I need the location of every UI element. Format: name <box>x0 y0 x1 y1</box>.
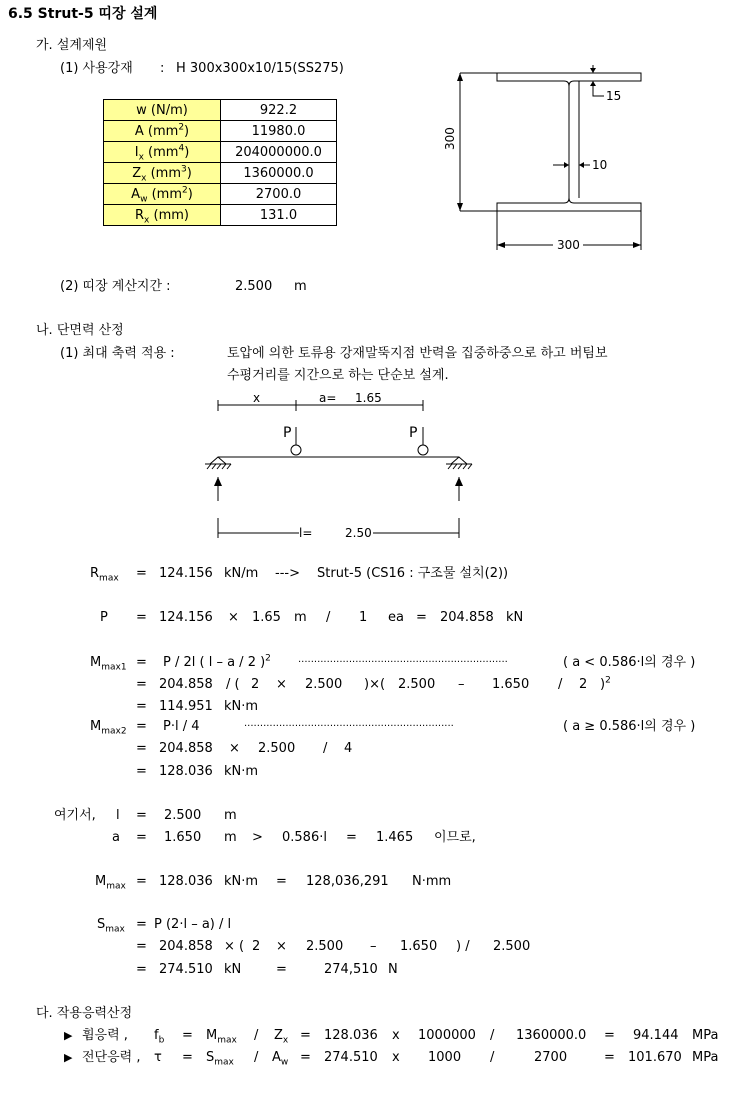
shear-s: 274.510 <box>324 1050 378 1065</box>
bend-m: 128.036 <box>324 1028 378 1043</box>
p-count: 1 <box>359 610 368 625</box>
prop-name: $A_w$ $(mm^2)$ <box>104 184 221 205</box>
eq: = <box>136 610 147 625</box>
eq: = <box>136 830 147 845</box>
times: × <box>229 741 240 756</box>
gt: > <box>252 830 263 845</box>
eq: = <box>136 874 147 889</box>
rmax-value: 124.156 <box>159 566 213 581</box>
m2-unit: kN·m <box>224 764 259 779</box>
prop-name: $Z_x$ $(mm^3)$ <box>104 163 221 184</box>
rmax-ref: Strut-5 (CS16 : 구조물 설치(2)) <box>317 566 509 581</box>
eq: = <box>136 764 147 779</box>
bend-z: 1360000.0 <box>516 1028 587 1043</box>
rmax-unit: kN/m <box>224 566 259 581</box>
p-symbol: P <box>100 610 108 625</box>
eq: = <box>136 741 147 756</box>
div: / <box>490 1028 495 1043</box>
bend-unit: MPa <box>692 1028 719 1043</box>
axial-desc-1: 토압에 의한 토류용 강재말뚝지점 반력을 집중하중으로 하고 버팀보 <box>227 346 608 361</box>
a-value: 1.650 <box>164 830 202 845</box>
eq: = <box>136 655 147 670</box>
s-symbol: $S_{max}$ <box>206 1050 234 1068</box>
mmax-value-nmm: 128,036,291 <box>306 874 389 889</box>
l-symbol: l <box>116 808 120 823</box>
x: x <box>392 1028 400 1043</box>
m1-mid: )×( <box>364 677 386 692</box>
bullet-icon: ▶ <box>64 1051 73 1064</box>
prop-value: 131.0 <box>221 205 337 226</box>
div: / <box>254 1028 259 1043</box>
section-properties-table <box>103 99 337 226</box>
s-unit-n: N <box>388 962 398 977</box>
mmax2-formula: P·l / 4 <box>163 719 200 734</box>
dim-flange: 15 <box>606 89 622 103</box>
s-open: × ( <box>224 939 245 954</box>
eq: = <box>136 699 147 714</box>
load-p2: P <box>409 425 418 441</box>
eq: = <box>136 566 147 581</box>
a-symbol: a <box>112 830 120 845</box>
p-ea: ea <box>388 610 404 625</box>
arrow: ---> <box>275 566 300 581</box>
eq: = <box>182 1028 193 1043</box>
eq: = <box>136 917 147 932</box>
mmax-unit-nmm: N·mm <box>412 874 452 889</box>
s-unit: kN <box>224 962 242 977</box>
page-title: 6.5 Strut-5 띠장 설계 <box>8 6 158 22</box>
table-row <box>104 184 337 205</box>
load-p1: P <box>283 425 292 441</box>
x: x <box>392 1050 400 1065</box>
ratio: 0.586·l <box>282 830 327 845</box>
div: / <box>490 1050 495 1065</box>
table-row <box>104 142 337 163</box>
section-heading-da: 다. 작용응력산정 <box>36 1006 133 1021</box>
prop-name: $I_x$ $(mm^4)$ <box>104 142 221 163</box>
section-heading-na: 나. 단면력 산정 <box>36 323 124 338</box>
m2-l: 2.500 <box>258 741 296 756</box>
mmax1-formula: P / 2l ( l – a / 2 )$^2$ <box>163 653 271 670</box>
m1-close: )$^2$ <box>600 675 611 692</box>
a-unit: m <box>224 830 237 845</box>
dim-web: 10 <box>592 158 608 172</box>
shear-unit: MPa <box>692 1050 719 1065</box>
bend-conv: 1000000 <box>418 1028 476 1043</box>
mmax1-symbol: $M_{max1}$ <box>90 655 127 673</box>
beam-a-value: 1.65 <box>355 391 382 405</box>
s-l: 2.500 <box>306 939 344 954</box>
span-value: 2.500 <box>235 279 273 294</box>
fb-symbol: $f_b$ <box>154 1028 165 1046</box>
shear-aw: 2700 <box>534 1050 568 1065</box>
div: / <box>254 1050 259 1065</box>
div: / <box>323 741 328 756</box>
prop-value: 204000000.0 <box>221 142 337 163</box>
eq: = <box>276 874 287 889</box>
mmax2-symbol: $M_{max2}$ <box>90 719 127 737</box>
m1-open: / ( <box>226 677 240 692</box>
eq: = <box>182 1050 193 1065</box>
eq: = <box>604 1028 615 1043</box>
steel-label: (1) 사용강재 <box>60 61 133 76</box>
steel-colon: : <box>160 61 165 76</box>
eq: = <box>300 1028 311 1043</box>
p-unit-m: m <box>294 610 307 625</box>
condition-2: ( a ≥ 0.586·l의 경우 ) <box>563 719 696 734</box>
eq: = <box>604 1050 615 1065</box>
l-value: 2.500 <box>164 808 202 823</box>
s-result-n: 274,510 <box>324 962 378 977</box>
bending-label: 휨응력 , <box>82 1028 128 1043</box>
m-symbol: $M_{max}$ <box>206 1028 237 1046</box>
dim-width: 300 <box>557 238 580 252</box>
table-row <box>104 205 337 226</box>
eq: = <box>136 939 147 954</box>
shear-label: 전단응력 , <box>82 1050 141 1065</box>
s-two: 2 <box>252 939 261 954</box>
m1-l2: 2.500 <box>398 677 436 692</box>
s-l2: 2.500 <box>493 939 531 954</box>
s-a: 1.650 <box>400 939 438 954</box>
s-close-div: ) / <box>456 939 470 954</box>
m1-result: 114.951 <box>159 699 213 714</box>
m1-two-b: 2 <box>579 677 588 692</box>
m1-unit: kN·m <box>224 699 259 714</box>
smax-symbol: $S_{max}$ <box>97 917 125 935</box>
bullet-icon: ▶ <box>64 1029 73 1042</box>
beam-x-label: x <box>253 391 261 405</box>
div: / <box>326 610 331 625</box>
section-heading-ga: 가. 설계제원 <box>36 38 108 53</box>
condition-1: ( a < 0.586·l의 경우 ) <box>563 655 696 670</box>
l-unit: m <box>224 808 237 823</box>
m2-p: 204.858 <box>159 741 213 756</box>
eq: = <box>136 808 147 823</box>
p-rmax: 124.156 <box>159 610 213 625</box>
eq: = <box>346 830 357 845</box>
h-section-drawing <box>440 60 660 260</box>
mmax-symbol: $M_{max}$ <box>95 874 126 892</box>
s-result: 274.510 <box>159 962 213 977</box>
times: × <box>228 610 239 625</box>
div: / <box>558 677 563 692</box>
steel-value: H 300x300x10/15(SS275) <box>176 61 344 76</box>
eq: = <box>416 610 427 625</box>
minus: – <box>458 677 465 692</box>
m1-a: 1.650 <box>492 677 530 692</box>
mmax-value: 128.036 <box>159 874 213 889</box>
table-row <box>104 100 337 121</box>
table-row <box>104 163 337 184</box>
prop-value: 1360000.0 <box>221 163 337 184</box>
p-a: 1.65 <box>252 610 281 625</box>
times: × <box>276 677 287 692</box>
where-label: 여기서, <box>54 808 96 823</box>
shear-conv: 1000 <box>428 1050 462 1065</box>
aw-symbol: $A_w$ <box>272 1050 289 1068</box>
dim-height: 300 <box>443 127 457 150</box>
therefore: 이므로, <box>434 830 476 845</box>
table-row <box>104 121 337 142</box>
eq: = <box>136 962 147 977</box>
ratio-value: 1.465 <box>376 830 414 845</box>
span-unit: m <box>294 279 307 294</box>
prop-value: 922.2 <box>221 100 337 121</box>
beam-diagram <box>195 385 495 555</box>
p-unit: kN <box>506 610 524 625</box>
prop-name: $R_x$ (mm) <box>104 205 221 226</box>
p-result: 204.858 <box>440 610 494 625</box>
m1-l: 2.500 <box>305 677 343 692</box>
span-label: (2) 띠장 계산지간 : <box>60 279 171 294</box>
eq: = <box>136 719 147 734</box>
leader-dots-2: ·································································· <box>244 721 454 732</box>
smax-formula: P (2·l – a) / l <box>154 917 232 932</box>
eq: = <box>300 1050 311 1065</box>
beam-a-label: a= <box>319 391 337 405</box>
tau-symbol: τ <box>154 1050 162 1065</box>
axial-desc-2: 수평거리를 지간으로 하는 단순보 설계. <box>227 368 449 383</box>
axial-label: (1) 최대 축력 적용 : <box>60 346 175 361</box>
bend-result: 94.144 <box>633 1028 679 1043</box>
eq: = <box>136 677 147 692</box>
beam-l-label: l= <box>299 526 313 540</box>
rmax-symbol: $R_{max}$ <box>90 566 119 584</box>
minus: – <box>370 939 377 954</box>
m1-p: 204.858 <box>159 677 213 692</box>
leader-dots-1: ·································································· <box>298 657 508 668</box>
prop-value: 2700.0 <box>221 184 337 205</box>
prop-name: A $(mm^2)$ <box>104 121 221 142</box>
prop-value: 11980.0 <box>221 121 337 142</box>
times: × <box>276 939 287 954</box>
mmax-unit: kN·m <box>224 874 259 889</box>
m2-four: 4 <box>344 741 353 756</box>
m1-two: 2 <box>251 677 260 692</box>
eq: = <box>276 962 287 977</box>
s-p: 204.858 <box>159 939 213 954</box>
shear-result: 101.670 <box>628 1050 682 1065</box>
m2-result: 128.036 <box>159 764 213 779</box>
beam-l-value: 2.50 <box>345 526 372 540</box>
prop-name: w (N/m) <box>104 100 221 121</box>
z-symbol: $Z_x$ <box>274 1028 289 1046</box>
